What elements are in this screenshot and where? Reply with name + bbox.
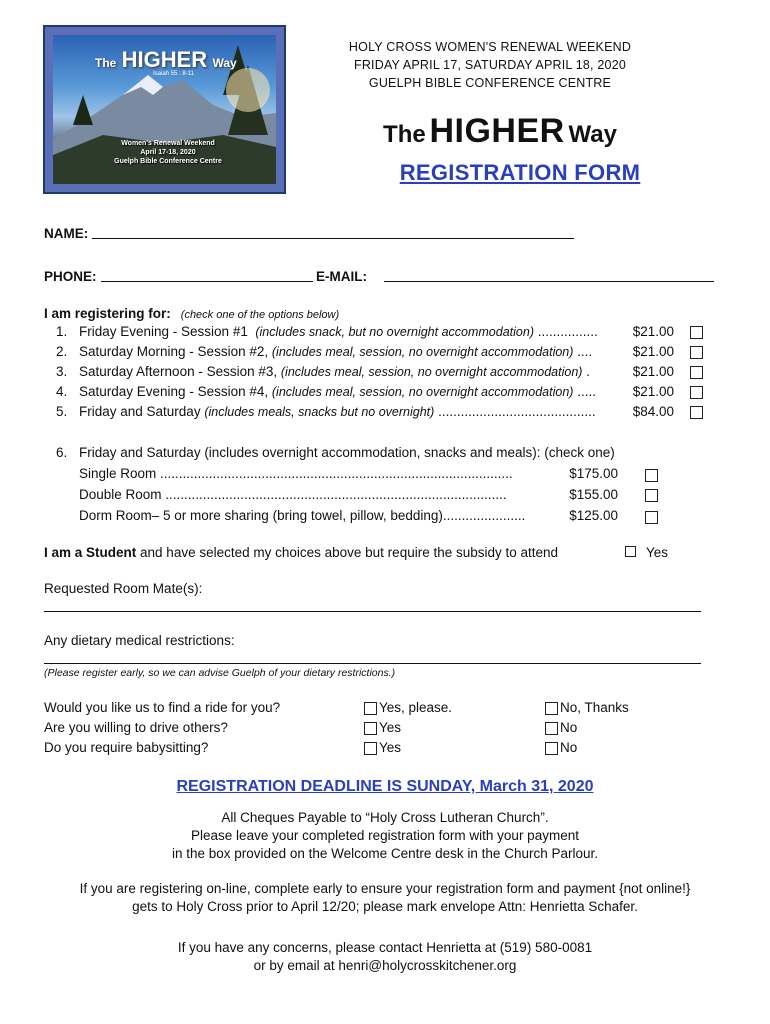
event-poster [43, 25, 286, 194]
roommate-field[interactable] [44, 596, 701, 612]
ride-no-label: No, Thanks [560, 700, 629, 715]
option-1: 1. Friday Evening - Session #1 (includes snack, but no overnight accommodation) ................ [56, 324, 598, 339]
option-1-checkbox[interactable] [690, 326, 703, 339]
option-5: 5. Friday and Saturday (includes meals, snacks but no overnight) .......................................... [56, 404, 596, 419]
ride-yes-checkbox[interactable] [364, 702, 377, 715]
name-field[interactable] [92, 222, 574, 239]
poster-info: Women's Renewal Weekend April 17-18, 2020 Guelph Bible Conference Centre [114, 140, 222, 165]
student-yes-label: Yes [646, 545, 669, 560]
single-room-label: Single Room .............................................................................................. [79, 466, 513, 481]
registration-deadline: REGISTRATION DEADLINE IS SUNDAY, March 31, 2020 [176, 778, 594, 795]
dorm-room-price: $125.00 [569, 508, 618, 523]
option-4: 4. Saturday Evening - Session #4, (includes meal, session, no overnight accommodation) ..... [56, 384, 596, 399]
babysitting-no-label: No [560, 740, 578, 755]
option-3: 3. Saturday Afternoon - Session #3, (includes meal, session, no overnight accommodation) . [56, 364, 590, 379]
drive-no-label: No [560, 720, 578, 735]
option-2-checkbox[interactable] [690, 346, 703, 359]
babysitting-no-checkbox[interactable] [545, 742, 558, 755]
option-2: 2. Saturday Morning - Session #2, (includes meal, session, no overnight accommodation) .... [56, 344, 593, 359]
dorm-room-checkbox[interactable] [645, 511, 658, 524]
double-room-price: $155.00 [569, 487, 618, 502]
event-venue: GUELPH BIBLE CONFERENCE CENTRE [368, 76, 612, 90]
option-1-price: $21.00 [632, 324, 674, 339]
dietary-label: Any dietary medical restrictions: [44, 633, 235, 648]
dietary-note: (Please register early, so we can advise Guelph of your dietary restrictions.) [44, 667, 396, 679]
poster-artwork [53, 35, 276, 184]
single-room-price: $175.00 [569, 466, 618, 481]
event-header [300, 38, 680, 92]
theme-title: The HIGHER Way [383, 112, 617, 150]
option-5-checkbox[interactable] [690, 406, 703, 419]
registering-heading: I am registering for: (check one of the options below) [44, 306, 340, 321]
ride-question: Would you like us to find a ride for you? [44, 700, 281, 715]
option-3-price: $21.00 [632, 364, 674, 379]
online-line-1: If you are registering on-line, complete early to ensure your registration form and payment {not online!} [79, 881, 691, 896]
option-6: 6. Friday and Saturday (includes overnight accommodation, snacks and meals): (check one) [56, 445, 615, 460]
email-field[interactable] [384, 265, 714, 282]
single-room-checkbox[interactable] [645, 469, 658, 482]
dietary-field[interactable] [44, 648, 701, 664]
drive-yes-checkbox[interactable] [364, 722, 377, 735]
student-subsidy-text: I am a Student and have selected my choices above but require the subsidy to attend [44, 545, 559, 560]
option-4-price: $21.00 [632, 384, 674, 399]
ride-no-checkbox[interactable] [545, 702, 558, 715]
contact-line-1: If you have any concerns, please contact Henrietta at (519) 580-0081 [177, 940, 593, 955]
drive-yes-label: Yes [379, 720, 402, 735]
option-4-checkbox[interactable] [690, 386, 703, 399]
name-label: NAME: [44, 226, 89, 241]
option-2-price: $21.00 [632, 344, 674, 359]
double-room-checkbox[interactable] [645, 489, 658, 502]
contact-line-2: or by email at henri@holycrosskitchener.org [253, 958, 517, 973]
payment-line-2: Please leave your completed registration form with your payment [191, 828, 579, 843]
phone-field[interactable] [101, 265, 313, 282]
dorm-room-label: Dorm Room– 5 or more sharing (bring towel, pillow, bedding)...................... [79, 508, 526, 523]
drive-no-checkbox[interactable] [545, 722, 558, 735]
option-5-price: $84.00 [632, 404, 674, 419]
payment-line-1: All Cheques Payable to “Holy Cross Lutheran Church”. [221, 810, 549, 825]
option-3-checkbox[interactable] [690, 366, 703, 379]
payment-line-3: in the box provided on the Welcome Centre desk in the Church Parlour. [172, 846, 598, 861]
babysitting-question: Do you require babysitting? [44, 740, 209, 755]
poster-title: The HIGHER Way [95, 47, 237, 72]
roommate-label: Requested Room Mate(s): [44, 581, 203, 596]
drive-question: Are you willing to drive others? [44, 720, 228, 735]
babysitting-yes-checkbox[interactable] [364, 742, 377, 755]
babysitting-yes-label: Yes [379, 740, 402, 755]
event-name: HOLY CROSS WOMEN'S RENEWAL WEEKEND [348, 40, 632, 54]
double-room-label: Double Room ........................................................................................... [79, 487, 507, 502]
ride-yes-label: Yes, please. [379, 700, 453, 715]
event-dates: FRIDAY APRIL 17, SATURDAY APRIL 18, 2020 [353, 58, 626, 72]
student-yes-checkbox[interactable] [625, 546, 636, 557]
email-label: E-MAIL: [316, 269, 367, 284]
online-line-2: gets to Holy Cross prior to April 12/20; please mark envelope Attn: Henrietta Schafer. [132, 899, 638, 914]
phone-label: PHONE: [44, 269, 97, 284]
form-title: REGISTRATION FORM [399, 160, 641, 185]
poster-verse: Isaiah 55 : 8-11 [153, 71, 194, 77]
